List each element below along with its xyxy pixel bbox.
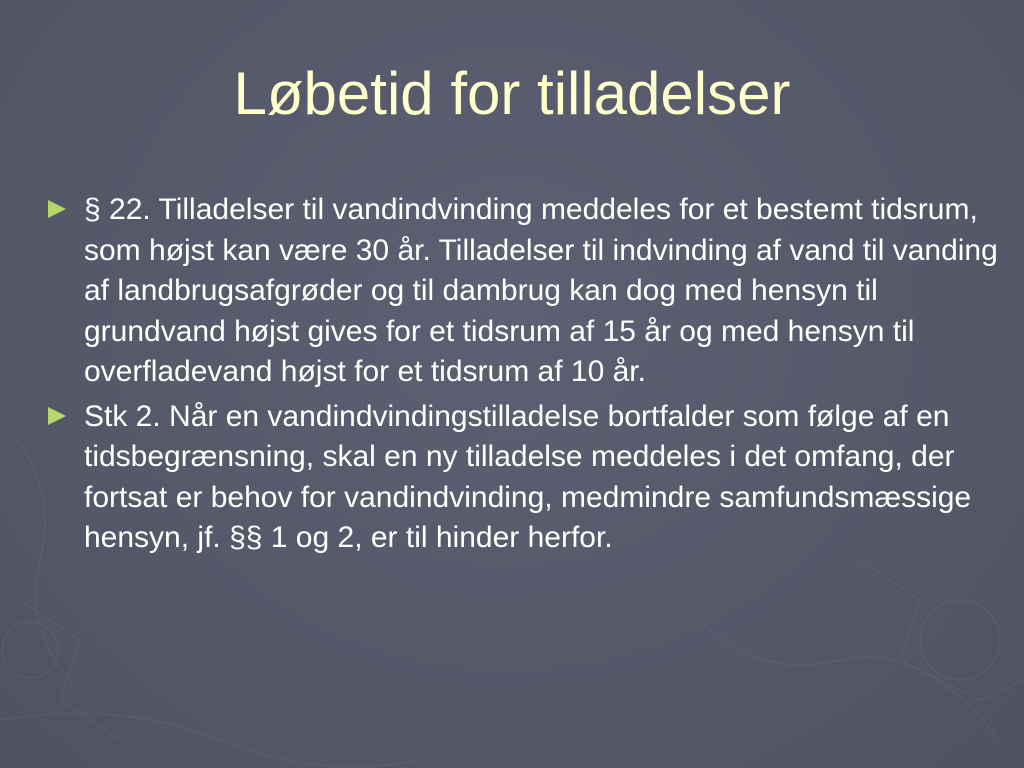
triangle-bullet-icon (48, 407, 66, 425)
bullet-item (48, 397, 998, 559)
bullet-item (48, 190, 998, 393)
bullet-list (48, 190, 998, 563)
triangle-bullet-icon (48, 200, 66, 218)
bullet-text: § 22. Tilladelser til vandindvinding meddeles for et bestemt tidsrum, som højst kan være 30 år. Tilladelser til indvinding af vand til vanding af landbrugsafgrøder og til dambrug kan dog med hensyn til grundvand højst gives for et tidsrum af 15 år og med hensyn til overfladevand højst for et tidsrum af 10 år. (84, 193, 998, 388)
slide-title: Løbetid for tilladelser (233, 60, 791, 127)
bullet-text: Stk 2. Når en vandindvindingstilladelse bortfalder som følge af en tidsbegrænsning, skal en ny tilladelse meddeles i det omfang, der fortsat er behov for vandindvinding, medmindre samfundsmæssige hensyn, jf. §§ 1 og 2, er til hinder herfor. (84, 399, 972, 554)
